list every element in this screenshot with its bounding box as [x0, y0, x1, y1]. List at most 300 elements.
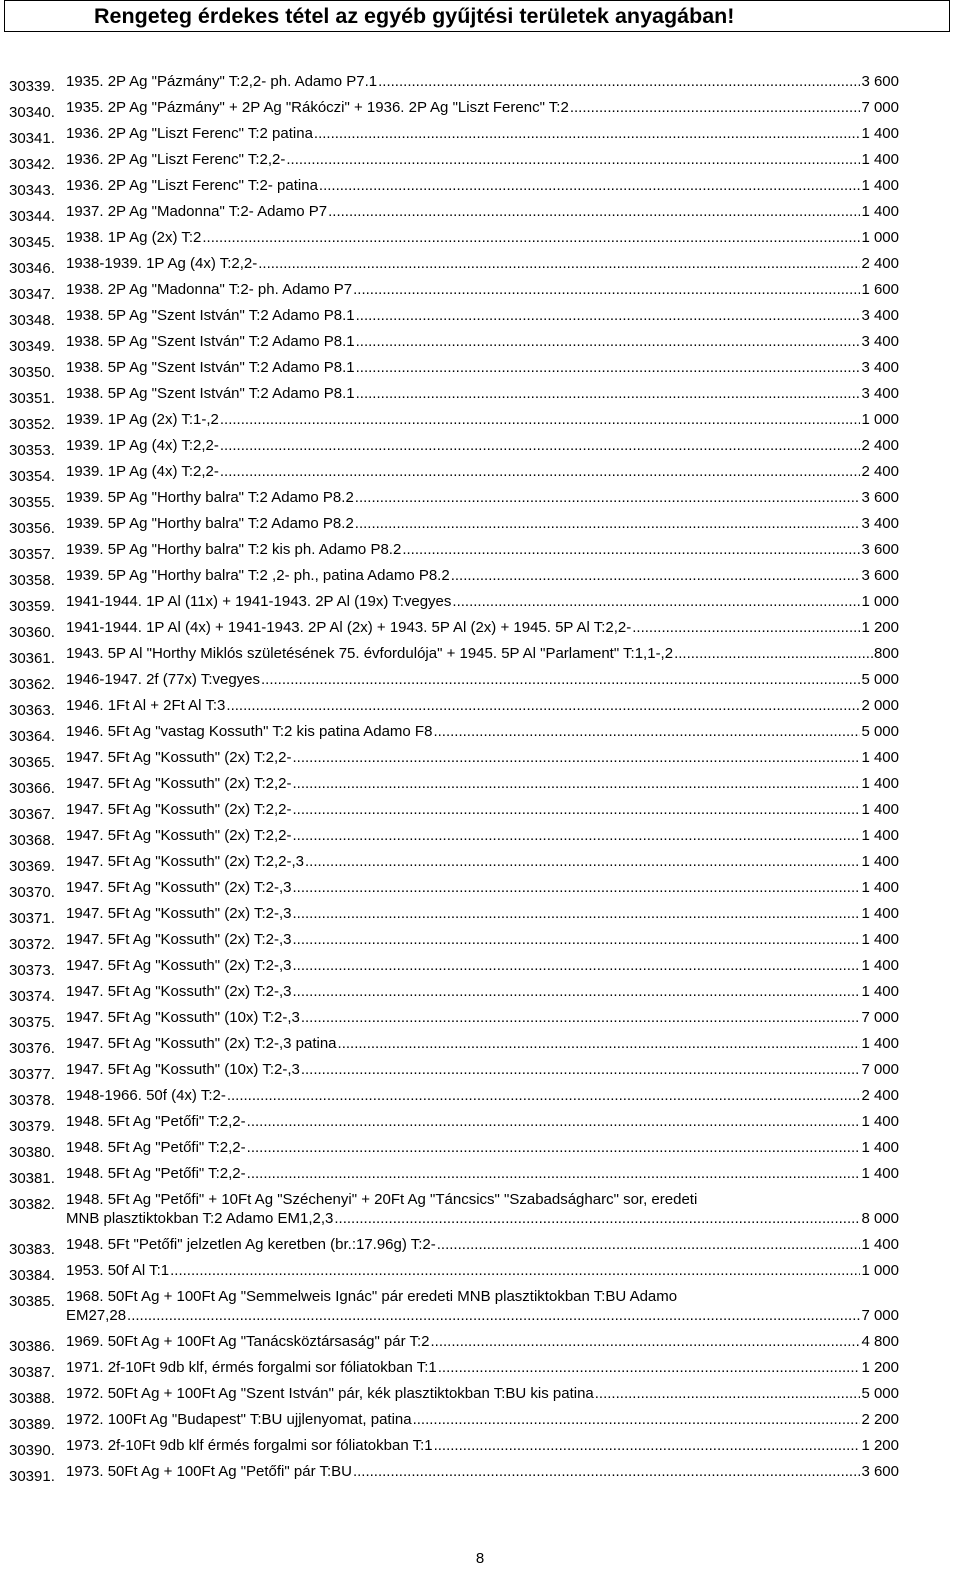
dot-leader — [293, 826, 861, 845]
list-item — [0, 722, 960, 748]
lot-description-text: 1935. 2P Ag "Pázmány" + 2P Ag "Rákóczi" + 1936. 2P Ag "Liszt Ferenc" T:2 — [66, 99, 569, 116]
list-item — [0, 748, 960, 774]
list-item — [0, 1112, 960, 1138]
lot-description — [66, 1034, 899, 1053]
lot-description-text: 1972. 50Ft Ag + 100Ft Ag "Szent István" pár, kék plasztiktokban T:BU kis patina — [66, 1385, 594, 1402]
lot-number: 30376. — [9, 1040, 55, 1057]
dot-leader — [353, 1462, 860, 1481]
lot-number: 30369. — [9, 858, 55, 875]
lot-price: 1 400 — [861, 983, 899, 1000]
lot-number: 30378. — [9, 1092, 55, 1109]
lot-description-text: 1947. 5Ft Ag "Kossuth" (2x) T:2-,3 — [66, 905, 292, 922]
lot-description — [66, 800, 899, 819]
lot-description-text: 1947. 5Ft Ag "Kossuth" (2x) T:2-,3 patina — [66, 1035, 337, 1052]
lot-description-text: 1953. 50f Al T:1 — [66, 1262, 170, 1279]
dot-leader — [355, 488, 861, 507]
lot-description — [66, 410, 899, 429]
lot-description-text: EM27,28 — [66, 1307, 127, 1324]
list-item — [0, 956, 960, 982]
lot-description-text: 1946-1947. 2f (77x) T:vegyes — [66, 671, 261, 688]
lot-description — [66, 462, 899, 481]
lot-description — [66, 436, 899, 455]
lot-price: 1 000 — [861, 411, 899, 428]
lot-number: 30364. — [9, 728, 55, 745]
lot-description — [66, 878, 899, 897]
lot-number: 30390. — [9, 1442, 55, 1459]
dot-leader — [305, 852, 860, 871]
lot-description — [66, 1358, 899, 1377]
lot-description-text: 1947. 5Ft Ag "Kossuth" (2x) T:2-,3 — [66, 879, 292, 896]
lot-description — [66, 1138, 899, 1157]
lot-price: 1 000 — [861, 229, 899, 246]
lot-description-text: 1947. 5Ft Ag "Kossuth" (2x) T:2,2- — [66, 749, 292, 766]
lot-description — [66, 904, 899, 923]
list-item — [0, 436, 960, 462]
dot-leader — [438, 1358, 861, 1377]
list-item — [0, 1462, 960, 1488]
lot-description — [66, 150, 899, 169]
lot-number: 30355. — [9, 494, 55, 511]
lot-price: 1 400 — [861, 749, 899, 766]
lot-price: 7 000 — [861, 1009, 899, 1026]
lot-number: 30387. — [9, 1364, 55, 1381]
list-item — [0, 1086, 960, 1112]
lot-description-text: 1973. 50Ft Ag + 100Ft Ag "Petőfi" pár T:BU — [66, 1463, 352, 1480]
list-item — [0, 1164, 960, 1190]
lot-number: 30346. — [9, 260, 55, 277]
dot-leader — [202, 228, 860, 247]
lot-list — [0, 72, 960, 1488]
list-item — [0, 1060, 960, 1086]
dot-leader — [356, 358, 861, 377]
lot-number: 30372. — [9, 936, 55, 953]
list-item — [0, 150, 960, 176]
lot-description-text: 1947. 5Ft Ag "Kossuth" (10x) T:2-,3 — [66, 1009, 300, 1026]
lot-description-text: 1947. 5Ft Ag "Kossuth" (2x) T:2,2- — [66, 827, 292, 844]
lot-description — [66, 202, 899, 221]
dot-leader — [674, 644, 873, 663]
lot-description-text: 1939. 5P Ag "Horthy balra" T:2 kis ph. Adamo P8.2 — [66, 541, 402, 558]
dot-leader — [433, 722, 860, 741]
lot-price: 1 600 — [861, 281, 899, 298]
dot-leader — [293, 774, 861, 793]
list-item — [0, 1436, 960, 1462]
lot-price: 1 400 — [861, 151, 899, 168]
dot-leader — [338, 1034, 861, 1053]
list-item — [0, 332, 960, 358]
dot-leader — [227, 1086, 861, 1105]
lot-description-text: 1938. 5P Ag "Szent István" T:2 Adamo P8.1 — [66, 307, 355, 324]
lot-description — [66, 1086, 899, 1105]
lot-description-text: MNB plasztiktokban T:2 Adamo EM1,2,3 — [66, 1210, 334, 1227]
lot-description-text: 1941-1944. 1P Al (4x) + 1941-1943. 2P Al (2x) + 1943. 5P Al (2x) + 1945. 5P Al T:2,2- — [66, 619, 632, 636]
lot-description-text: 1935. 2P Ag "Pázmány" T:2,2- ph. Adamo P7.1 — [66, 73, 378, 90]
lot-number: 30385. — [9, 1293, 55, 1310]
lot-description — [66, 852, 899, 871]
lot-price: 1 400 — [861, 1236, 899, 1253]
lot-price: 1 000 — [861, 593, 899, 610]
lot-number: 30353. — [9, 442, 55, 459]
lot-description — [66, 956, 899, 975]
lot-description-text: 1972. 100Ft Ag "Budapest" T:BU ujjlenyomat, patina — [66, 1411, 412, 1428]
lot-price: 2 200 — [861, 1411, 899, 1428]
list-item — [0, 254, 960, 280]
lot-price: 4 800 — [861, 1333, 899, 1350]
lot-description-text: 1948. 5Ft "Petőfi" jelzetlen Ag keretben (br.:17.96g) T:2- — [66, 1236, 436, 1253]
lot-description — [66, 1112, 899, 1131]
list-item — [0, 1138, 960, 1164]
dot-leader — [632, 618, 860, 637]
lot-description — [66, 1060, 899, 1079]
lot-price: 8 000 — [861, 1210, 899, 1227]
lot-price: 5 000 — [861, 671, 899, 688]
dot-leader — [356, 306, 861, 325]
dot-leader — [413, 1410, 861, 1429]
dot-leader — [314, 124, 861, 143]
dot-leader — [319, 176, 861, 195]
list-item — [0, 878, 960, 904]
lot-description — [66, 72, 899, 91]
lot-number: 30356. — [9, 520, 55, 537]
lot-number: 30365. — [9, 754, 55, 771]
lot-description-text: 1947. 5Ft Ag "Kossuth" (2x) T:2,2- — [66, 801, 292, 818]
dot-leader — [247, 1164, 861, 1183]
lot-description-text: 1947. 5Ft Ag "Kossuth" (2x) T:2-,3 — [66, 957, 292, 974]
dot-leader — [301, 1060, 861, 1079]
list-item — [0, 514, 960, 540]
list-item — [0, 410, 960, 436]
lot-number: 30373. — [9, 962, 55, 979]
list-item — [0, 930, 960, 956]
lot-description — [66, 1332, 899, 1351]
list-item — [0, 306, 960, 332]
lot-number: 30344. — [9, 208, 55, 225]
lot-number: 30348. — [9, 312, 55, 329]
list-item — [0, 1261, 960, 1287]
dot-leader — [402, 540, 860, 559]
lot-description-text: 1939. 5P Ag "Horthy balra" T:2 Adamo P8.2 — [66, 515, 354, 532]
list-item — [0, 1410, 960, 1436]
list-item — [0, 462, 960, 488]
lot-price: 5 000 — [861, 723, 899, 740]
lot-price: 2 000 — [861, 697, 899, 714]
list-item — [0, 358, 960, 384]
list-item — [0, 618, 960, 644]
lot-description — [66, 358, 899, 377]
lot-description-text: 1948. 5Ft Ag "Petőfi" T:2,2- — [66, 1165, 246, 1182]
lot-price: 7 000 — [861, 1061, 899, 1078]
lot-description — [66, 618, 899, 637]
lot-description-text: 1971. 2f-10Ft 9db klf, érmés forgalmi sor fóliatokban T:1 — [66, 1359, 437, 1376]
list-item — [0, 566, 960, 592]
lot-number: 30345. — [9, 234, 55, 251]
lot-price: 1 400 — [861, 957, 899, 974]
dot-leader — [431, 1332, 861, 1351]
lot-number: 30383. — [9, 1241, 55, 1258]
lot-description-text: 1937. 2P Ag "Madonna" T:2- Adamo P7 — [66, 203, 328, 220]
lot-price: 3 400 — [861, 385, 899, 402]
lot-description — [66, 1261, 899, 1280]
lot-number: 30341. — [9, 130, 55, 147]
lot-price: 7 000 — [861, 1307, 899, 1324]
lot-number: 30340. — [9, 104, 55, 121]
lot-price: 3 600 — [861, 489, 899, 506]
list-item — [0, 1008, 960, 1034]
dot-leader — [353, 280, 860, 299]
lot-number: 30375. — [9, 1014, 55, 1031]
lot-number: 30374. — [9, 988, 55, 1005]
lot-price: 1 400 — [861, 801, 899, 818]
lot-price: 800 — [873, 645, 899, 662]
dot-leader — [378, 72, 860, 91]
dot-leader — [356, 332, 861, 351]
lot-description — [66, 982, 899, 1001]
list-item — [0, 1332, 960, 1358]
lot-number: 30389. — [9, 1416, 55, 1433]
dot-leader — [356, 384, 861, 403]
lot-price: 1 400 — [861, 1035, 899, 1052]
lot-price: 1 400 — [861, 1113, 899, 1130]
lot-description — [66, 670, 899, 689]
lot-number: 30358. — [9, 572, 55, 589]
lot-number: 30350. — [9, 364, 55, 381]
lot-price: 3 600 — [861, 73, 899, 90]
lot-price: 2 400 — [861, 1087, 899, 1104]
lot-price: 1 400 — [861, 177, 899, 194]
dot-leader — [293, 904, 861, 923]
lot-description — [66, 826, 899, 845]
lot-number: 30362. — [9, 676, 55, 693]
lot-description-text: 1948-1966. 50f (4x) T:2- — [66, 1087, 226, 1104]
dot-leader — [451, 566, 861, 585]
lot-description — [66, 1384, 899, 1403]
list-item — [0, 800, 960, 826]
lot-description — [66, 1436, 899, 1455]
lot-price: 3 400 — [861, 333, 899, 350]
lot-number: 30370. — [9, 884, 55, 901]
lot-price: 2 400 — [861, 255, 899, 272]
lot-description-text: 1939. 5P Ag "Horthy balra" T:2 Adamo P8.2 — [66, 489, 354, 506]
dot-leader — [247, 1138, 861, 1157]
list-item — [0, 228, 960, 254]
lot-description — [66, 1462, 899, 1481]
list-item — [0, 982, 960, 1008]
page-number: 8 — [475, 1550, 485, 1567]
lot-description-text: 1947. 5Ft Ag "Kossuth" (10x) T:2-,3 — [66, 1061, 300, 1078]
lot-description-text: 1941-1944. 1P Al (11x) + 1941-1943. 2P Al (19x) T:vegyes — [66, 593, 452, 610]
lot-price: 1 400 — [861, 879, 899, 896]
lot-description-text: 1936. 2P Ag "Liszt Ferenc" T:2,2- — [66, 151, 286, 168]
lot-number: 30388. — [9, 1390, 55, 1407]
list-item — [0, 592, 960, 618]
dot-leader — [452, 592, 860, 611]
lot-number: 30377. — [9, 1066, 55, 1083]
list-item — [0, 124, 960, 150]
dot-leader — [247, 1112, 861, 1131]
dot-leader — [434, 1436, 861, 1455]
dot-leader — [595, 1384, 861, 1403]
dot-leader — [328, 202, 860, 221]
lot-description — [66, 514, 899, 533]
lot-price: 7 000 — [861, 99, 899, 116]
lot-description-text: 1948. 5Ft Ag "Petőfi" T:2,2- — [66, 1113, 246, 1130]
lot-price: 1 400 — [861, 203, 899, 220]
lot-price: 3 400 — [861, 307, 899, 324]
dot-leader — [334, 1209, 860, 1228]
lot-price: 1 400 — [861, 1165, 899, 1182]
lot-description — [66, 696, 899, 715]
lot-description — [66, 1008, 899, 1027]
lot-description — [66, 774, 899, 793]
lot-description — [66, 332, 899, 351]
list-item — [0, 176, 960, 202]
lot-description-text: 1947. 5Ft Ag "Kossuth" (2x) T:2-,3 — [66, 983, 292, 1000]
lot-number: 30379. — [9, 1118, 55, 1135]
lot-number: 30368. — [9, 832, 55, 849]
dot-leader — [437, 1235, 861, 1254]
lot-price: 1 400 — [861, 853, 899, 870]
lot-price: 1 200 — [861, 1359, 899, 1376]
lot-number: 30339. — [9, 78, 55, 95]
dot-leader — [293, 878, 861, 897]
lot-description — [66, 722, 899, 741]
lot-price: 1 400 — [861, 125, 899, 142]
list-item — [0, 202, 960, 228]
lot-description-text: 1939. 1P Ag (4x) T:2,2- — [66, 463, 219, 480]
lot-price: 1 200 — [861, 619, 899, 636]
lot-price: 1 400 — [861, 905, 899, 922]
list-item — [0, 1235, 960, 1261]
dot-leader — [286, 150, 860, 169]
lot-price: 1 200 — [861, 1437, 899, 1454]
lot-description — [66, 306, 899, 325]
list-item — [0, 774, 960, 800]
list-item — [0, 826, 960, 852]
list-item — [0, 1287, 960, 1332]
lot-description-text: 1938. 5P Ag "Szent István" T:2 Adamo P8.1 — [66, 359, 355, 376]
list-item — [0, 696, 960, 722]
dot-leader — [226, 696, 860, 715]
list-item — [0, 1190, 960, 1235]
list-item — [0, 852, 960, 878]
lot-description-text: 1948. 5Ft Ag "Petőfi" T:2,2- — [66, 1139, 246, 1156]
lot-number: 30352. — [9, 416, 55, 433]
lot-description — [66, 1410, 899, 1429]
lot-description — [66, 124, 899, 143]
lot-number: 30371. — [9, 910, 55, 927]
lot-description-text: 1969. 50Ft Ag + 100Ft Ag "Tanácsköztársaság" pár T:2 — [66, 1333, 430, 1350]
lot-description-text: 1939. 5P Ag "Horthy balra" T:2 ,2- ph., patina Adamo P8.2 — [66, 567, 450, 584]
lot-description-text: 1939. 1P Ag (2x) T:1-,2 — [66, 411, 219, 428]
list-item — [0, 384, 960, 410]
dot-leader — [293, 748, 861, 767]
lot-price: 2 400 — [861, 437, 899, 454]
lot-number: 30347. — [9, 286, 55, 303]
list-item — [0, 904, 960, 930]
lot-price: 3 600 — [861, 541, 899, 558]
dot-leader — [220, 436, 861, 455]
list-item — [0, 1034, 960, 1060]
lot-description-text: 1968. 50Ft Ag + 100Ft Ag "Semmelweis Ignác" pár eredeti MNB plasztiktokban T:BU Adamo — [66, 1288, 678, 1305]
lot-price: 5 000 — [861, 1385, 899, 1402]
lot-price: 3 600 — [861, 567, 899, 584]
lot-description — [66, 566, 899, 585]
lot-description-text: 1936. 2P Ag "Liszt Ferenc" T:2 patina — [66, 125, 313, 142]
lot-description-text: 1947. 5Ft Ag "Kossuth" (2x) T:2,2- — [66, 775, 292, 792]
lot-description — [66, 930, 899, 949]
lot-description — [66, 540, 899, 559]
lot-description-text: 1947. 5Ft Ag "Kossuth" (2x) T:2-,3 — [66, 931, 292, 948]
lot-description — [66, 98, 899, 117]
lot-description — [66, 228, 899, 247]
list-item — [0, 1358, 960, 1384]
lot-description-text: 1938. 1P Ag (2x) T:2 — [66, 229, 202, 246]
lot-number: 30363. — [9, 702, 55, 719]
lot-price: 3 600 — [861, 1463, 899, 1480]
lot-number: 30357. — [9, 546, 55, 563]
lot-price: 3 400 — [861, 359, 899, 376]
lot-description — [66, 254, 899, 273]
lot-price: 1 400 — [861, 931, 899, 948]
dot-leader — [293, 930, 861, 949]
lot-number: 30366. — [9, 780, 55, 797]
lot-description — [66, 1235, 899, 1254]
lot-description — [66, 488, 899, 507]
lot-description — [66, 176, 899, 195]
lot-description — [66, 384, 899, 403]
list-item — [0, 540, 960, 566]
lot-description-text: 1938. 5P Ag "Szent István" T:2 Adamo P8.1 — [66, 385, 355, 402]
lot-description — [66, 280, 899, 299]
lot-number: 30380. — [9, 1144, 55, 1161]
lot-description-text: 1946. 5Ft Ag "vastag Kossuth" T:2 kis patina Adamo F8 — [66, 723, 433, 740]
lot-number: 30367. — [9, 806, 55, 823]
lot-description-text: 1938-1939. 1P Ag (4x) T:2,2- — [66, 255, 258, 272]
list-item — [0, 670, 960, 696]
lot-description-text: 1938. 2P Ag "Madonna" T:2- ph. Adamo P7 — [66, 281, 353, 298]
lot-description-text: 1948. 5Ft Ag "Petőfi" + 10Ft Ag "Széchenyi" + 20Ft Ag "Táncsics" "Szabadságharc" sor, eredeti — [66, 1191, 698, 1208]
lot-price: 2 400 — [861, 463, 899, 480]
dot-leader — [261, 670, 860, 689]
lot-description-text: 1939. 1P Ag (4x) T:2,2- — [66, 437, 219, 454]
lot-number: 30386. — [9, 1338, 55, 1355]
lot-number: 30391. — [9, 1468, 55, 1485]
list-item — [0, 1384, 960, 1410]
lot-number: 30359. — [9, 598, 55, 615]
lot-price: 1 400 — [861, 775, 899, 792]
dot-leader — [570, 98, 861, 117]
lot-price: 1 400 — [861, 827, 899, 844]
dot-leader — [293, 800, 861, 819]
lot-description — [66, 748, 899, 767]
dot-leader — [220, 462, 861, 481]
lot-number: 30361. — [9, 650, 55, 667]
lot-number: 30360. — [9, 624, 55, 641]
lot-number: 30354. — [9, 468, 55, 485]
list-item — [0, 280, 960, 306]
dot-leader — [293, 982, 861, 1001]
list-item — [0, 72, 960, 98]
lot-description-text: 1943. 5P Al "Horthy Miklós születésének 75. évfordulója" + 1945. 5P Al "Parlament" T:1,1-,2 — [66, 645, 674, 662]
lot-number: 30349. — [9, 338, 55, 355]
lot-description — [66, 1287, 899, 1325]
lot-number: 30384. — [9, 1267, 55, 1284]
lot-number: 30382. — [9, 1196, 55, 1213]
lot-description-text: 1938. 5P Ag "Szent István" T:2 Adamo P8.1 — [66, 333, 355, 350]
lot-description-text: 1973. 2f-10Ft 9db klf érmés forgalmi sor fóliatokban T:1 — [66, 1437, 433, 1454]
lot-description-text: 1947. 5Ft Ag "Kossuth" (2x) T:2,2-,3 — [66, 853, 305, 870]
dot-leader — [220, 410, 861, 429]
